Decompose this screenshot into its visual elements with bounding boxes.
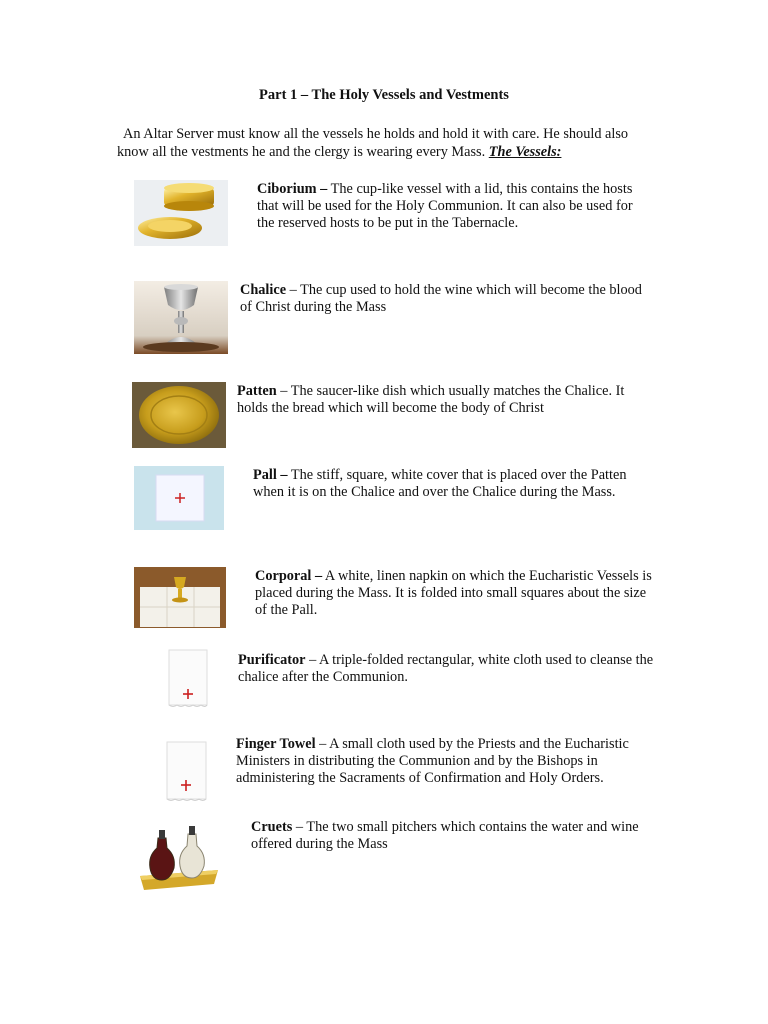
item-description: The cup-like vessel with a lid, this contains the hosts that will be used for the Holy Communion. It can also be used for the reserved hosts to be put in the Tabernacle. [257,181,633,231]
item-description: A white, linen napkin on which the Eucharistic Vessels is placed during the Mass. It is folded into small squares about the size of the Pall. [255,568,652,618]
item-description: – The two small pitchers which contains the water and wine offered during the Mass [251,819,639,852]
cruets-image [136,822,222,892]
item-term: Corporal – [255,568,323,584]
page-title: Part 1 – The Holy Vessels and Vestments [259,87,509,103]
item-description: – The saucer-like dish which usually matches the Chalice. It holds the bread which will become the body of Christ [237,383,625,416]
item-term: Finger Towel [236,736,316,752]
item-description: – A small cloth used by the Priests and the Eucharistic Ministers in distributing the Communion and by the Bishops in administering the Sacraments of Confirmation and Holy Orders. [236,736,629,786]
ciborium-image [134,180,228,246]
item-description: – A triple-folded rectangular, white cloth used to cleanse the chalice after the Communion. [238,652,654,685]
item-cruets [251,819,651,853]
item-pall [253,467,653,501]
intro-paragraph [117,125,657,161]
item-term: Cruets [251,819,293,835]
pall-image [134,466,224,530]
purificator-image [166,648,210,708]
item-description: The stiff, square, white cover that is placed over the Patten when it is on the Chalice and over the Chalice during the Mass. [253,467,627,500]
item-corporal [255,568,655,619]
intro-text: An Altar Server must know all the vessels he holds and hold it with care. He should also know all the vestments he and the clergy is wearing every Mass. [117,126,629,160]
item-ciborium [257,181,652,232]
item-finger-towel [236,736,646,787]
item-term: Patten [237,383,277,399]
item-term: Chalice [240,282,287,298]
patten-image [132,382,226,448]
item-purificator [238,652,658,686]
corporal-image [134,567,226,628]
item-term: Ciborium – [257,181,328,197]
item-description: – The cup used to hold the wine which will become the blood of Christ during the Mass [240,282,642,315]
item-patten [237,383,652,417]
item-term: Purificator [238,652,306,668]
vessels-heading: The Vessels: [488,144,562,160]
item-chalice [240,282,650,316]
finger-towel-image [164,740,209,802]
item-term: Pall – [253,467,288,483]
chalice-image [134,281,228,354]
